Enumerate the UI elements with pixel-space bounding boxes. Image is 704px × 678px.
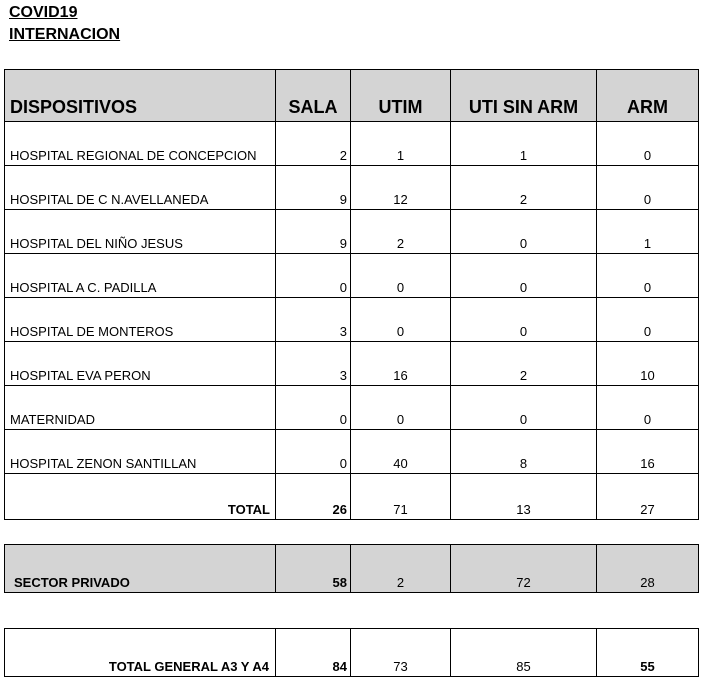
row-arm: 10	[597, 342, 699, 386]
row-uti-sin-arm: 8	[451, 430, 597, 474]
general-total-utim: 73	[351, 629, 451, 677]
row-uti-sin-arm: 0	[451, 298, 597, 342]
private-sector-table	[4, 544, 699, 593]
total-sala: 26	[276, 474, 351, 520]
document-subtitle: INTERNACION	[9, 26, 121, 43]
header-sala: SALA	[276, 70, 351, 122]
row-sala: 0	[276, 386, 351, 430]
private-sector-sala: 58	[276, 545, 351, 593]
private-sector-row	[5, 545, 699, 593]
private-sector-uti-sin-arm: 72	[451, 545, 597, 593]
row-name: HOSPITAL DE C N.AVELLANEDA	[5, 166, 276, 210]
row-name: HOSPITAL DEL NIÑO JESUS	[5, 210, 276, 254]
row-name: HOSPITAL ZENON SANTILLAN	[5, 430, 276, 474]
row-name: HOSPITAL A C. PADILLA	[5, 254, 276, 298]
table-row	[5, 254, 699, 298]
row-arm: 0	[597, 254, 699, 298]
row-sala: 3	[276, 342, 351, 386]
general-total-label: TOTAL GENERAL A3 Y A4	[5, 629, 276, 677]
row-sala: 3	[276, 298, 351, 342]
header-row	[5, 70, 699, 122]
row-name: MATERNIDAD	[5, 386, 276, 430]
row-uti-sin-arm: 2	[451, 342, 597, 386]
row-arm: 0	[597, 166, 699, 210]
row-arm: 0	[597, 122, 699, 166]
row-arm: 1	[597, 210, 699, 254]
row-utim: 40	[351, 430, 451, 474]
header-arm: ARM	[597, 70, 699, 122]
row-sala: 9	[276, 210, 351, 254]
row-uti-sin-arm: 0	[451, 210, 597, 254]
row-sala: 9	[276, 166, 351, 210]
table-row	[5, 342, 699, 386]
total-utim: 71	[351, 474, 451, 520]
general-total-arm: 55	[597, 629, 699, 677]
row-utim: 0	[351, 298, 451, 342]
row-utim: 0	[351, 254, 451, 298]
row-uti-sin-arm: 0	[451, 254, 597, 298]
row-sala: 0	[276, 254, 351, 298]
row-utim: 2	[351, 210, 451, 254]
row-sala: 2	[276, 122, 351, 166]
header-dispositivos: DISPOSITIVOS	[5, 70, 276, 122]
table-row	[5, 298, 699, 342]
total-uti-sin-arm: 13	[451, 474, 597, 520]
row-name: HOSPITAL EVA PERON	[5, 342, 276, 386]
general-total-row	[5, 629, 699, 677]
row-utim: 1	[351, 122, 451, 166]
row-uti-sin-arm: 0	[451, 386, 597, 430]
row-name: HOSPITAL REGIONAL DE CONCEPCION	[5, 122, 276, 166]
row-name: HOSPITAL DE MONTEROS	[5, 298, 276, 342]
row-sala: 0	[276, 430, 351, 474]
total-label: TOTAL	[5, 474, 276, 520]
internacion-table	[4, 69, 699, 520]
general-total-table	[4, 628, 699, 677]
total-row	[5, 474, 699, 520]
header-uti-sin-arm: UTI SIN ARM	[451, 70, 597, 122]
private-sector-label: SECTOR PRIVADO	[5, 545, 276, 593]
general-total-uti-sin-arm: 85	[451, 629, 597, 677]
row-utim: 16	[351, 342, 451, 386]
total-arm: 27	[597, 474, 699, 520]
row-utim: 12	[351, 166, 451, 210]
row-uti-sin-arm: 2	[451, 166, 597, 210]
row-arm: 16	[597, 430, 699, 474]
private-sector-utim: 2	[351, 545, 451, 593]
row-arm: 0	[597, 386, 699, 430]
row-uti-sin-arm: 1	[451, 122, 597, 166]
table-row	[5, 386, 699, 430]
general-total-sala: 84	[276, 629, 351, 677]
table-row	[5, 166, 699, 210]
document-title: COVID19	[9, 4, 78, 21]
row-arm: 0	[597, 298, 699, 342]
private-sector-arm: 28	[597, 545, 699, 593]
table-row	[5, 430, 699, 474]
table-row	[5, 122, 699, 166]
row-utim: 0	[351, 386, 451, 430]
table-row	[5, 210, 699, 254]
header-utim: UTIM	[351, 70, 451, 122]
